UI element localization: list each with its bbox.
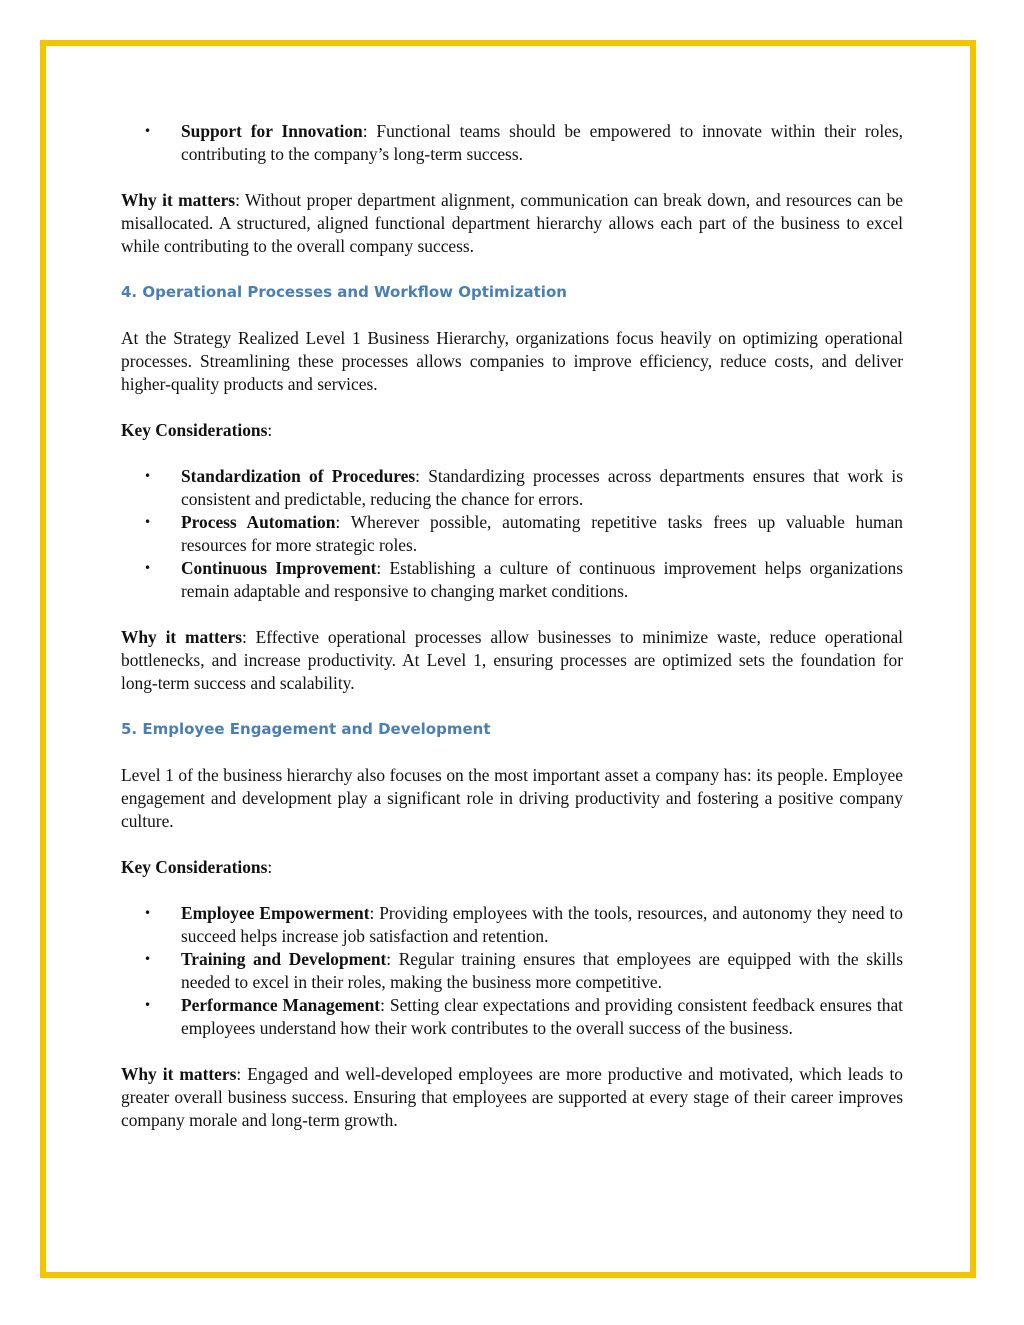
innovation-bullet-list	[121, 120, 903, 166]
bullet-text: : Standardizing processes across departments ensures that work is consistent and predictable, reducing the chance for errors.	[181, 466, 904, 509]
list-item	[121, 948, 903, 994]
why-text: : Effective operational processes allow businesses to minimize waste, reduce operational bottlenecks, and increase productivity. At Level 1, ensuring processes are optimized sets the foundation for long-term success and scalability.	[121, 627, 904, 693]
bullet-term: Performance Management	[181, 995, 381, 1015]
bullet-term: Process Automation	[181, 512, 336, 532]
bullet-text: : Wherever possible, automating repetitive tasks frees up valuable human resources for more strategic roles.	[181, 512, 903, 555]
bullet-icon: •	[144, 952, 152, 966]
why-text: : Engaged and well-developed employees are more productive and motivated, which leads to greater overall business success. Ensuring that employees are supported at every stage of their career improves company morale and long-term growth.	[121, 1064, 903, 1130]
key-considerations-term: Key Considerations	[121, 420, 268, 440]
why-it-matters-paragraph	[121, 1063, 903, 1132]
bullet-text: : Providing employees with the tools, resources, and autonomy they need to succeed helps increase job satisfaction and retention.	[181, 903, 903, 946]
bullet-icon: •	[144, 561, 152, 575]
section-intro-paragraph: At the Strategy Realized Level 1 Business Hierarchy, organizations focus heavily on optimizing operational processes. Streamlining these processes allows companies to improve efficiency, reduce costs, and deliver higher-quality products and services.	[121, 328, 903, 394]
bullet-text: : Regular training ensures that employees are equipped with the skills needed to excel in their roles, making the business more competitive.	[181, 949, 903, 992]
bullet-icon: •	[144, 124, 152, 138]
why-term: Why it matters	[121, 190, 236, 210]
list-item	[121, 902, 903, 948]
bullet-icon: •	[144, 998, 152, 1012]
bullet-icon: •	[144, 515, 152, 529]
why-term: Why it matters	[121, 627, 242, 647]
bullet-icon: •	[144, 906, 152, 920]
section-intro-paragraph: Level 1 of the business hierarchy also focuses on the most important asset a company has: its people. Employee engagement and development play a significant role in driving productivity and fostering a positive company culture.	[121, 765, 903, 831]
document-body	[121, 120, 903, 1132]
bullet-text: : Setting clear expectations and providing consistent feedback ensures that employees understand how their work contributes to the overall success of the business.	[181, 995, 904, 1038]
why-it-matters-paragraph	[121, 189, 903, 258]
bullet-term: Standardization of Procedures	[181, 466, 416, 486]
bullet-text: : Establishing a culture of continuous improvement helps organizations remain adaptable and responsive to changing market conditions.	[181, 558, 903, 601]
bullet-term: Support for Innovation	[181, 121, 363, 141]
why-text: : Without proper department alignment, communication can break down, and resources can be misallocated. A structured, aligned functional department hierarchy allows each part of the business to excel while contributing to the overall company success.	[121, 190, 903, 256]
list-item	[121, 511, 903, 557]
bullet-term: Employee Empowerment	[181, 903, 370, 923]
why-term: Why it matters	[121, 1064, 237, 1084]
key-considerations-term: Key Considerations	[121, 857, 268, 877]
section-heading: 4. Operational Processes and Workflow Optimization	[121, 283, 567, 301]
key-considerations-colon: :	[267, 857, 273, 877]
key-considerations-label	[121, 419, 903, 442]
key-considerations-colon: :	[267, 420, 273, 440]
list-item	[121, 557, 903, 603]
operations-bullet-list	[121, 465, 903, 603]
bullet-term: Continuous Improvement	[181, 558, 377, 578]
list-item	[121, 994, 903, 1040]
list-item	[121, 120, 903, 166]
bullet-text: : Functional teams should be empowered to innovate within their roles, contributing to the company’s long-term success.	[181, 121, 903, 164]
bullet-term: Training and Development	[181, 949, 387, 969]
key-considerations-label	[121, 856, 903, 879]
bullet-icon: •	[144, 469, 152, 483]
why-it-matters-paragraph	[121, 626, 903, 695]
engagement-bullet-list	[121, 902, 903, 1040]
list-item	[121, 465, 903, 511]
section-heading: 5. Employee Engagement and Development	[121, 720, 491, 738]
